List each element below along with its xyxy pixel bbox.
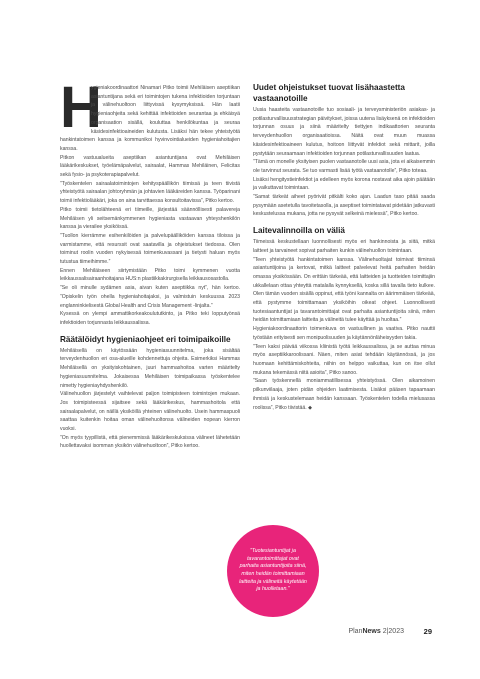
right-column [253, 82, 435, 412]
body-paragraph: Lisäksi hengitystieinfektiot ja edelleen myös korona nostavat aika ajoin päätään ja vaikuttavat toimintaan. [253, 176, 435, 192]
page-footer [0, 628, 480, 640]
body-paragraph: ”Teen kaksi päivää viikossa kliinistä työtä leikkaussalissa, ja se auttaa minua myös aseptiikkaroolissani. Näen, miten asiat tehdään käytännössä, ja jos huomaan kehittämiskohteita, niihin on helppo vaikuttaa, kun on itse ollut mukana tekemässä niitä asioita”, Pitko sanoo. [253, 343, 435, 376]
drop-cap: H [60, 75, 101, 140]
brand-name-plan: Plan [348, 628, 363, 635]
subheading-new-guidelines: Uudet ohjeistukset tuovat lisähaastetta vastaanotoille [253, 83, 405, 103]
intro-paragraph: ygieniakoordinaattori Ninamari Pitko toimii Mehiläisen aseptiikan asiantuntijana sekä eri toimintojen tukena infektioiden torjuntaan ja välinehuoltoon liittyvissä kysymyksissä. Hän laatii hygieniaohjeita sekä kehittää infektioiden seurantaa ja ehkäisyä organisaation sisällä, kouluttaa henkilökuntaa ja seuraa käsidesinfektioaineiden kulutusta. Lisäksi hän tekee yhteistyötä hankintatoimen kanssa ja kommunikoi hyvinvointialueiden hygieniahoitajien kanssa. [60, 85, 240, 152]
brand-name-news: News [362, 628, 381, 635]
intro-block [60, 75, 240, 154]
body-paragraph: Hygieniakoordinaattorin toimenkuva on vastuullinen ja vaativa. Pitko nauttii työstään erityisesti sen monipuolisuuden ja käytännönläheisyyden takia. [253, 326, 435, 341]
body-paragraph: ”Samat tärkeät aiheet pyörivät pitkälti koko ajan. Laadun taso pitää saada pysymään asetetulla tavoitetasolla, ja aseptiset toimintatavat pidetään jatkuvasti keskustelussa mukana, jotta ne pysyvät selkeinä mielessä”, Pitko kertoo. [253, 194, 435, 218]
body-paragraph: Kysessä on ylempi ammattikorkeakoulututkinto, ja Pitko teki lopputyönsä infektioiden torjunnasta leikkaussalissa. [60, 311, 240, 326]
body-paragraph: Pitko toimii tietolähteenä eri tiimeille, järjestää säännöllisesti palavereja Mehiläisen yli seitsemänkymmenen hygieniasta vastaavan yhteyshenkilön kanssa ja vierailee yksiköissä. [60, 206, 240, 231]
body-paragraph: Välinehuollon järjestelyt vaihtelevat paljon toimipisteen toimintojen mukaan. Jos toimipisteessä sijaitsee sekä lääkärikeskus, hammashoitola että sairaalapalvelut, on näillä yksiköillä yhteinen välinehuolto. Usein hammaspuoli saattaa kuitenkin hoitaa oman välinehuoltonsa välineiden nopean kierron vuoksi. [60, 391, 240, 433]
body-paragraph: ”Se oli minulle sydämen asia, aivan kuten aseptiikka nyt”, hän kertoo. ”Opiskelin työn ohella hygieniahoitajaksi, ja valmistuin keskuussa 2023 englanninkielisestä Global Health and Crisis Management -linjalta.” [60, 285, 240, 309]
body-paragraph: ”Teen yhteistyötä hankintatoimen kanssa. Välinehuoltajat toimivat tiiminsä asiantuntijoina ja kertovat, mitkä laitteet palvelevat heitä parhaiten heidän omassa yksikössään. On erittäin tärkeää, että laitteiden ja tuotteiden toimittajiin ukkallelaan ottaa yhteyttä matalalla kynnyksellä, koska sillä tavalla tieto kulkee. Olen tämän vuoden sisällä oppinut, että työni kannalta on äärimmäisen tärkeää, että pystymme toimittamaan yksiköihin oikeat ohjeet. Luonnollisesti tuotesiaantuntijat ja tavarantoimittajat ovat parhaita asiantuntijoita siinä, miten heidän toimittamiaan laitteita ja välineitä tulee käyttää ja huoltaa.” [253, 256, 435, 324]
page-number: 29 [423, 627, 432, 636]
magazine-brand [348, 628, 404, 635]
body-paragraph: ”On myös tyypillistä, että pienemmissä lääkärikeskuksissa välineet lähetetään huollettavaksi isomman yksikön välinehuoltoon”, Pitko kertoo. [60, 434, 240, 450]
body-paragraph: Ennen Mehiläiseen siirtymistään Pitko toimi kymmenen vuotta leikkaussalisairaanhoitajana HUS:n plastiikkakirurgisella leikkausosastolla. [60, 267, 240, 283]
body-paragraph: Uusia haasteita vastaanotoille tuo sosiaali- ja terveysministeriön asiakas- ja potilasturvallisuusstrategian päivitykset, joissa uutena lisäyksenä on infektioiden torjunnan osuus ja siinä määritelty tiettyjen indikaattorien seuranta terveydenhuollon organisaatioissa. Näitä ovat muun muassa käsidesinfektioaineen kulutus, hoitoon liittyvät infektiot sekä mittarit, joilla pystytään seuraamaan infektioiden torjunnan potilasturvallisuuden laatua. [253, 107, 435, 157]
body-paragraph: ”Tämä on monelle yksityisen puolen vastaanotolle uusi asia, jota ei aikaisemmin ole tarvinnut seurata. Se tuo varmasti lisää työtä vastaanotolle”, Pitko toteaa. [253, 159, 436, 174]
subheading-device-choices: Laitevalinnoilla on väliä [253, 226, 345, 236]
subheading-tailored-guidelines: Räätälöidyt hygieniaohjeet eri toimipaikoille [60, 334, 231, 344]
issue-number: 2|2023 [382, 628, 404, 635]
pull-quote-text: ”Tuotesiantuntijat ja tavarantoimittajat ovat parhaita asiantuntijoita siinä, miten heidän toimittamiaan laitteita ja välineitä käytetään ja huolletaan.” [239, 548, 307, 593]
pull-quote-circle [227, 525, 319, 617]
left-column [60, 75, 240, 451]
body-paragraph: Mehiläisellä on käytössään hygieniasuunnitelma, joka sisältää terveydenhuollon eri osa-alueille kohdennettuja ohjeita. Esimerkiksi Hammas Mehiläisellä on yksityiskohtainen, juuri hammashoitoa varten määritelty hygieniasuunnitelma. Jokaisessa Mehiläisen toimipaikassa työskentelee nimetty hygieniayhdyshenkilö. [60, 347, 240, 389]
body-paragraph: ”Saan työskennellä moniammatillisessa yhteistyössä. Olen aikamoinen pilkunviilaaja, joten pidän ohjeiden laatimisesta. Lisäksi pääsen tapaamaan ihmisiä ja keskustelemaan heidän kanssaan. Työskentelen todella mielusassa roolissa”, Pitko tiivistää. ◆ [253, 378, 435, 411]
body-paragraph: Pitkon vastuualueita aseptiikan asiantuntijana ovat Mehiläisen lääkärikeskukset, työelämäpalvelut, sairaalat, Hammas Mehiläinen, Felicitas sekä fysio- ja psykoterapiapalvelut. [60, 154, 240, 179]
body-paragraph: ”Työskentelen sairaalatoimintojen kehityspäällikön tiimissä ja teen tiivistä yhteistyötä sairaalan johtoryhmän ja johtavien lääkäreiden kanssa. Työparinani toimii infektiolääkäri, joka on aina tarvittaessa konsultoitavissa”, Pitko kertoo. [60, 180, 240, 205]
body-paragraph: ”Tuollon kierrämme esihenkilöiden ja palvelupäälliköiden kanssa tiloissa ja varmistamme, että resurssit ovat saatavilla ja ohjeistukset tiedossa. Olen toiminut roolin vuoden nykyisessä toimenkuvassani ja tietysti haluan myös tutustua tiimeihimme.” [60, 232, 240, 266]
body-paragraph: Tiimeissä keskustellaan luonnollisesti myös eri hankinnoista ja siitä, mitkä laitteet ja tarvaineet sopivat parhaiten kunkin välinehuollon toimintaan. [253, 239, 435, 254]
